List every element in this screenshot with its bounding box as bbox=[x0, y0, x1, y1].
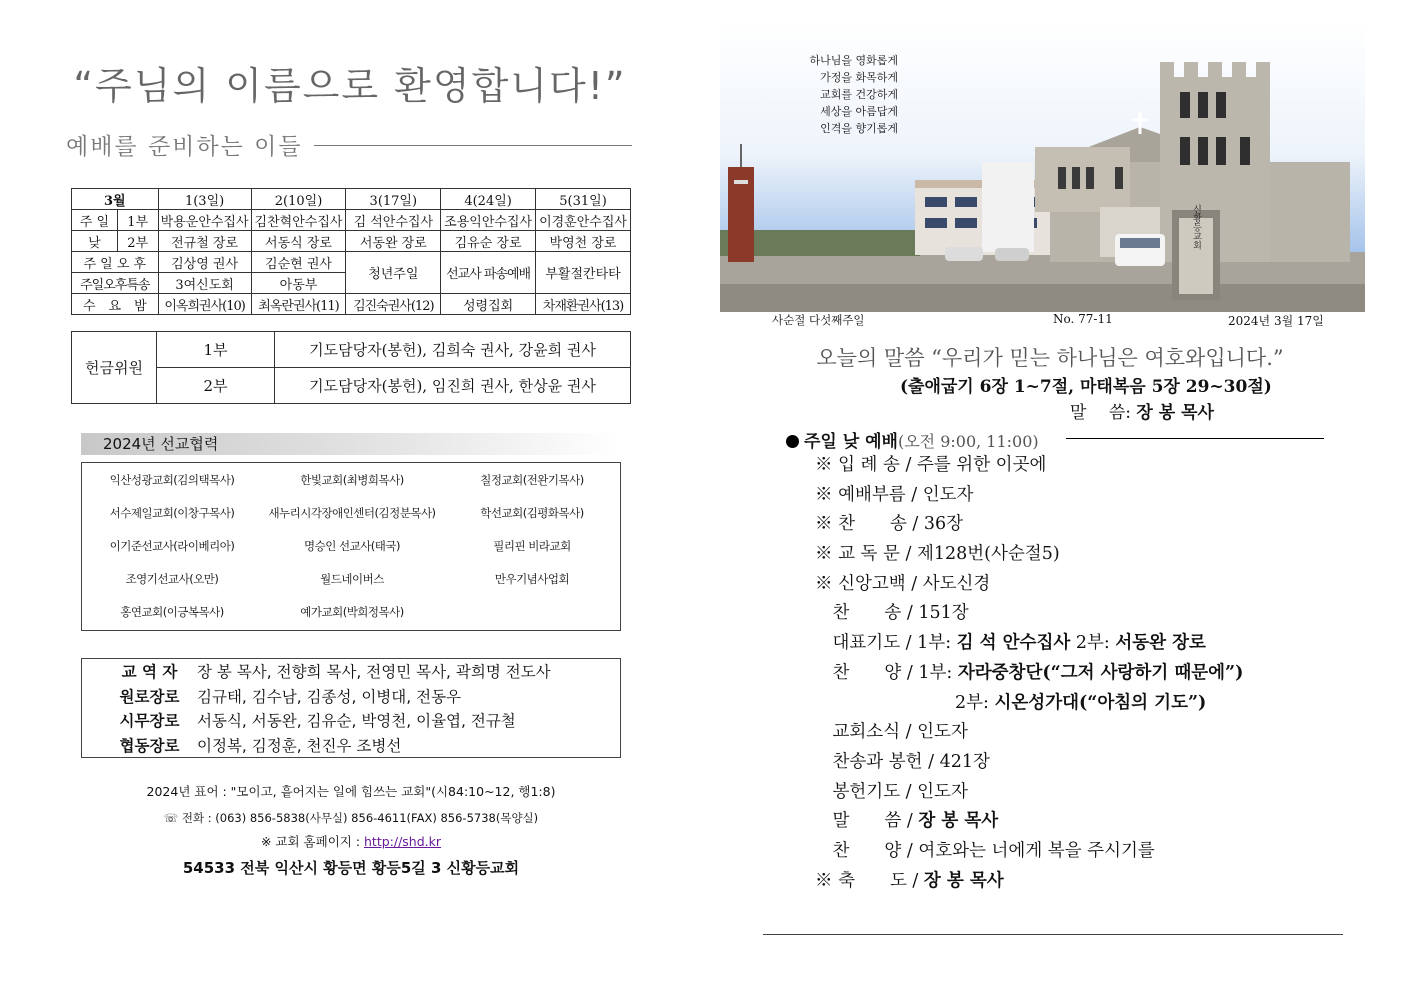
mission-item: 월드네이버스 bbox=[320, 572, 384, 586]
speaker-name: 장 봉 목사 bbox=[1136, 403, 1214, 423]
order-value: 2부: bbox=[1070, 633, 1116, 654]
schedule-cell: 차재환권사(13) bbox=[536, 294, 631, 315]
staff-label: 시무장로 bbox=[119, 712, 180, 730]
church-motto: 2024년 표어 : "모이고, 흩어지는 일에 힘쓰는 교회"(시84:10~12, 행1:8) bbox=[146, 784, 556, 799]
order-value: 36장 bbox=[923, 514, 964, 535]
order-label: ※ 축 도 / bbox=[815, 870, 924, 891]
worship-title: 주일 낮 예배 bbox=[804, 432, 898, 452]
order-item bbox=[815, 867, 1375, 897]
order-item bbox=[815, 689, 1375, 719]
mission-title: 2024년 선교협력 bbox=[81, 433, 621, 455]
church-sign-text: 신황등교회 bbox=[1191, 204, 1201, 250]
schedule-cell: 김 석안수집사 bbox=[346, 210, 441, 231]
order-bold: 자라중창단(“그저 사랑하기 때문에”) bbox=[957, 662, 1244, 683]
order-item bbox=[815, 510, 1375, 540]
schedule-date: 4(24일) bbox=[441, 189, 536, 210]
schedule-cell: 서동완 장로 bbox=[346, 231, 441, 252]
bulletin-date: 2024년 3월 17일 bbox=[1228, 314, 1324, 328]
order-item bbox=[815, 540, 1375, 570]
order-label: ※ 신앙고백 / bbox=[815, 573, 923, 594]
order-item bbox=[815, 748, 1375, 778]
offering-members: 기도담당자(봉헌), 임진희 권사, 한상윤 권사 bbox=[275, 368, 631, 404]
schedule-cell: 아동부 bbox=[251, 273, 346, 294]
order-label: 찬 송 / bbox=[815, 603, 919, 624]
mission-item: 홍연교회(이긍복목사) bbox=[120, 605, 224, 619]
order-label: 찬 양 / bbox=[815, 840, 919, 861]
mission-item: 조영기선교사(오만) bbox=[125, 572, 219, 586]
church-phone: ☏ 전화 : (063) 856-5838(사무실) 856-4611(FAX) 856-5738(목양실) bbox=[163, 811, 539, 825]
order-bold: 시온성가대(“아침의 기도”) bbox=[994, 692, 1207, 713]
schedule-cell: 전규철 장로 bbox=[158, 231, 251, 252]
mission-item: 칠정교회(전완기목사) bbox=[480, 473, 584, 487]
schedule-cell: 김진숙권사(12) bbox=[346, 294, 441, 315]
schedule-cell: 선교사 파송예배 bbox=[441, 252, 536, 294]
mission-item: 서수제일교회(이창구목사) bbox=[109, 506, 235, 520]
order-label bbox=[815, 693, 955, 713]
schedule-row bbox=[72, 252, 631, 273]
bullet-icon bbox=[786, 435, 799, 448]
order-label: 대표기도 / bbox=[815, 633, 918, 654]
welcome-title: “주님의 이름으로 환영합니다!” bbox=[73, 64, 627, 108]
staff-row bbox=[102, 660, 620, 685]
order-label: ※ 교 독 문 / bbox=[815, 544, 917, 565]
scripture-reference: (출애굽기 6장 1~7절, 마태복음 5장 29~30절) bbox=[900, 377, 1272, 397]
schedule-cell: 3여신도회 bbox=[158, 273, 251, 294]
row-label: 주일오후특송 bbox=[72, 273, 159, 294]
staff-label: 교 역 자 bbox=[121, 663, 178, 681]
order-bold: 서동완 장로 bbox=[1115, 633, 1206, 654]
church-mottos bbox=[736, 52, 898, 137]
mission-box bbox=[81, 462, 621, 631]
row-label: 수 요 밤 bbox=[72, 294, 159, 315]
mission-item: 익산성광교회(김의택목사) bbox=[109, 473, 235, 487]
prep-section-header bbox=[66, 128, 632, 164]
prep-title: 예배를 준비하는 이들 bbox=[66, 134, 303, 160]
schedule-row bbox=[72, 210, 631, 231]
homepage-link[interactable]: http://shd.kr bbox=[364, 834, 442, 849]
mission-item: 학선교회(김평화목사) bbox=[480, 506, 584, 520]
offering-service: 2부 bbox=[157, 368, 275, 404]
schedule-cell: 박영천 장로 bbox=[536, 231, 631, 252]
order-value: 제128번(사순절5) bbox=[916, 544, 1060, 565]
motto-line: 인격을 향기롭게 bbox=[820, 122, 898, 135]
schedule-date: 3(17일) bbox=[346, 189, 441, 210]
bulletin-number: No. 77-11 bbox=[1053, 312, 1113, 326]
schedule-header-row bbox=[72, 189, 631, 210]
bulletin-meta bbox=[720, 312, 1365, 330]
motto-line: 교회를 건강하게 bbox=[820, 88, 898, 101]
order-item bbox=[815, 599, 1375, 629]
order-value: 주를 위한 이곳에 bbox=[916, 455, 1047, 475]
mission-item: 이기준선교사(라이베리아) bbox=[109, 539, 235, 553]
schedule-cell: 부활절칸타타 bbox=[536, 252, 631, 294]
order-item bbox=[815, 659, 1375, 689]
staff-names: 장 봉 목사, 전향희 목사, 전영민 목사, 곽희명 전도사 bbox=[197, 663, 551, 681]
staff-box bbox=[81, 658, 621, 758]
row-label: 주 일 bbox=[72, 210, 118, 231]
order-label: 찬 양 / bbox=[815, 662, 919, 683]
order-item bbox=[815, 807, 1375, 837]
order-item bbox=[815, 837, 1375, 867]
order-value: 421장 bbox=[939, 751, 990, 772]
row-label: 주 일 오 후 bbox=[72, 252, 159, 273]
order-item bbox=[815, 778, 1375, 808]
order-label: 봉헌기도 / bbox=[815, 781, 918, 802]
offering-table bbox=[71, 331, 631, 404]
worship-divider bbox=[1066, 438, 1324, 439]
order-label: ※ 찬 송 / bbox=[815, 514, 924, 535]
worship-header bbox=[786, 427, 1346, 452]
staff-label: 협동장로 bbox=[119, 736, 180, 755]
order-item bbox=[815, 629, 1375, 659]
order-value: 1부: bbox=[917, 633, 957, 654]
order-item bbox=[815, 570, 1375, 600]
church-address: 54533 전북 익산시 황등면 황등5길 3 신황등교회 bbox=[182, 859, 520, 877]
order-value: 사도신경 bbox=[922, 573, 991, 594]
mission-item bbox=[442, 598, 622, 631]
order-label: ※ 입 례 송 / bbox=[815, 455, 917, 475]
prep-divider bbox=[314, 145, 632, 146]
schedule-cell: 최옥란권사(11) bbox=[251, 294, 346, 315]
motto-line: 세상을 아름답게 bbox=[820, 105, 898, 118]
schedule-cell: 조용익안수집사 bbox=[441, 210, 536, 231]
offering-members: 기도담당자(봉헌), 김희숙 권사, 강윤희 권사 bbox=[275, 332, 631, 368]
schedule-month: 3월 bbox=[72, 189, 159, 210]
order-value: 인도자 bbox=[922, 484, 974, 505]
schedule-row bbox=[72, 231, 631, 252]
sermon-speaker bbox=[1070, 398, 1214, 423]
schedule-cell: 김순현 권사 bbox=[251, 252, 346, 273]
bottom-divider bbox=[763, 934, 1343, 935]
church-footer bbox=[81, 781, 621, 881]
staff-row bbox=[102, 734, 620, 759]
schedule-date: 1(3일) bbox=[158, 189, 251, 210]
order-value: 인도자 bbox=[917, 781, 968, 802]
worship-time: (오전 9:00, 11:00) bbox=[897, 432, 1039, 451]
schedule-date: 2(10일) bbox=[251, 189, 346, 210]
mission-item: 필리핀 비라교회 bbox=[493, 539, 571, 553]
order-value: 2부: bbox=[955, 692, 995, 713]
schedule-cell: 박용운안수집사 bbox=[158, 210, 251, 231]
order-label: 교회소식 / bbox=[815, 722, 918, 743]
schedule-cell: 김상영 권사 bbox=[158, 252, 251, 273]
schedule-date: 5(31일) bbox=[536, 189, 631, 210]
homepage-label: ※ 교회 홈페이지 : bbox=[260, 834, 364, 849]
order-value: 인도자 bbox=[917, 722, 968, 743]
schedule-cell: 서동식 장로 bbox=[251, 231, 346, 252]
staff-names: 서동식, 서동완, 김유순, 박영천, 이율엽, 전규철 bbox=[197, 712, 516, 730]
schedule-cell: 이경훈안수집사 bbox=[536, 210, 631, 231]
mission-item: 한빛교회(최병희목사) bbox=[300, 473, 404, 487]
schedule-table bbox=[71, 188, 631, 315]
schedule-cell: 이옥희권사(10) bbox=[158, 294, 251, 315]
order-label: ※ 예배부름 / bbox=[815, 484, 923, 505]
schedule-cell: 성령집회 bbox=[441, 294, 536, 315]
service-label: 1부 bbox=[117, 210, 158, 231]
worship-order bbox=[815, 451, 1375, 896]
row-label: 낮 bbox=[72, 231, 118, 252]
staff-row bbox=[102, 685, 620, 710]
order-item bbox=[815, 718, 1375, 748]
staff-names: 김규태, 김수남, 김종성, 이병대, 전동우 bbox=[197, 687, 462, 706]
order-bold: 김 석 안수집사 bbox=[956, 633, 1071, 654]
sermon-title: 오늘의 말씀 “우리가 믿는 하나님은 여호와입니다.” bbox=[816, 346, 1284, 370]
mission-item: 새누리시각장애인센터(김정분목사) bbox=[268, 506, 436, 520]
schedule-cell: 청년주일 bbox=[346, 252, 441, 294]
schedule-cell: 김유순 장로 bbox=[441, 231, 536, 252]
order-item bbox=[815, 481, 1375, 511]
order-bold: 장 봉 목사 bbox=[918, 811, 999, 832]
motto-line: 가정을 화목하게 bbox=[820, 71, 898, 84]
offering-service: 1부 bbox=[157, 332, 275, 368]
season-label: 사순절 다섯째주일 bbox=[772, 313, 865, 327]
offering-label: 헌금위원 bbox=[72, 332, 157, 404]
speaker-label: 말 씀: bbox=[1070, 403, 1137, 423]
order-label: 말 씀 / bbox=[815, 811, 919, 832]
order-value: 151장 bbox=[918, 603, 969, 624]
order-value: 1부: bbox=[918, 662, 958, 683]
staff-names: 이정복, 김정훈, 천진우 조병선 bbox=[197, 736, 402, 755]
service-label: 2부 bbox=[117, 231, 158, 252]
schedule-cell: 김찬혁안수집사 bbox=[251, 210, 346, 231]
motto-line: 하나님을 영화롭게 bbox=[809, 54, 898, 67]
order-label: 찬송과 봉헌 / bbox=[815, 751, 940, 772]
order-value: 여호와는 너에게 복을 주시기를 bbox=[918, 840, 1155, 861]
order-bold: 장 봉 목사 bbox=[923, 870, 1004, 891]
mission-item: 만우기념사업회 bbox=[494, 572, 570, 586]
mission-item: 명승인 선교사(태국) bbox=[304, 539, 400, 553]
staff-row bbox=[102, 709, 620, 734]
schedule-row bbox=[72, 294, 631, 315]
order-item bbox=[815, 451, 1375, 481]
homepage-line bbox=[81, 829, 621, 855]
mission-grid bbox=[82, 463, 620, 631]
mission-item: 예가교회(박희정목사) bbox=[300, 605, 404, 619]
staff-label: 원로장로 bbox=[119, 687, 180, 706]
